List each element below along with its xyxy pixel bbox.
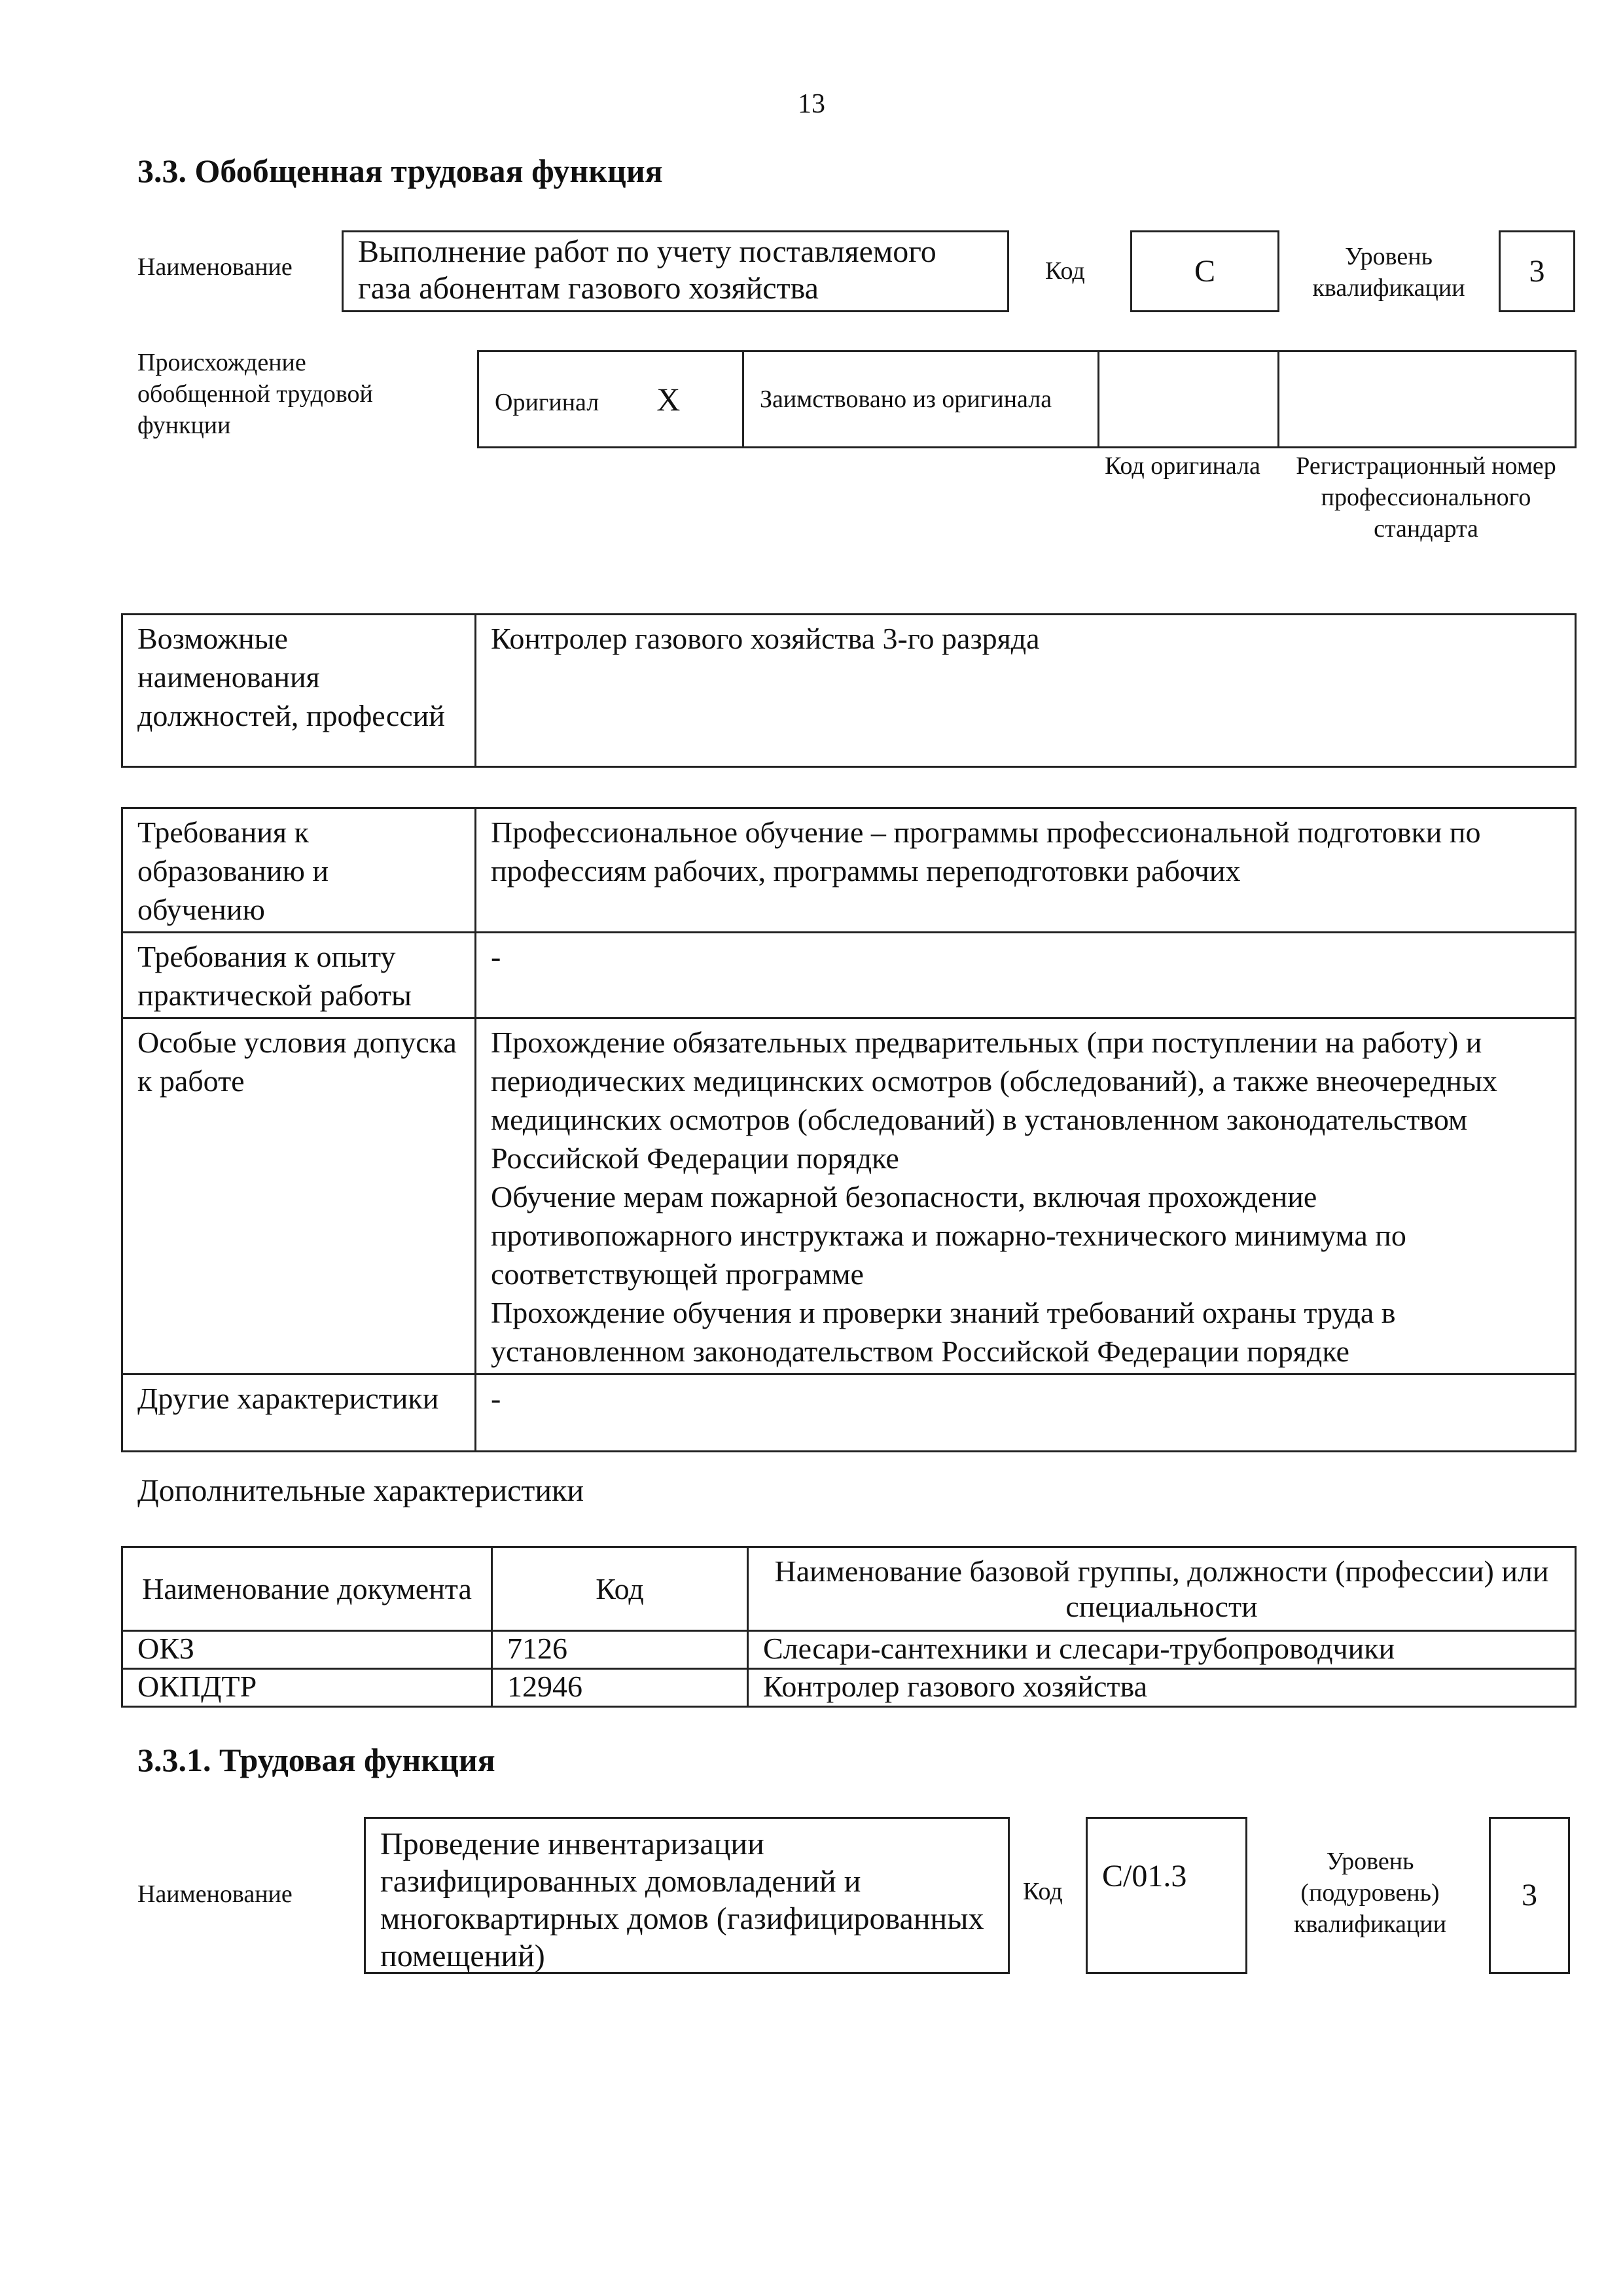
additional-cell-text: Слесари-сантехники и слесари-трубопроводчики: [763, 1632, 1395, 1665]
function-name-field: [342, 230, 1009, 312]
original-label: Оригинал: [495, 389, 599, 416]
additional-cell-text: 7126: [507, 1632, 567, 1665]
section-title: 3.3. Обобщенная трудовая функция: [137, 152, 663, 189]
sub-level-label: Уровень (подуровень) квалификации: [1293, 1848, 1447, 1938]
origin-label: Происхождение обобщенной трудовой функции: [137, 349, 373, 439]
positions-table: [121, 613, 1577, 768]
requirement-label-cell: [122, 933, 476, 1018]
requirement-label: Особые условия допуска к работе: [137, 1026, 457, 1098]
requirement-row: [122, 808, 1576, 933]
positions-value: Контролер газового хозяйства 3-го разряда: [491, 622, 1040, 655]
requirement-line: Прохождение обучения и проверки знаний требований охраны труда в установленном законодательством Российской Федерации порядке: [491, 1296, 1396, 1368]
additional-header-row: [122, 1547, 1576, 1631]
requirement-label-cell: [122, 808, 476, 933]
level-label: Уровень квалификации: [1312, 243, 1465, 302]
requirement-label-cell: [122, 1018, 476, 1374]
positions-label-cell: [122, 615, 476, 767]
origin-original-cell: [478, 351, 743, 448]
borrowed-label: Заимствовано из оригинала: [760, 386, 1052, 413]
requirement-line: -: [491, 1382, 501, 1415]
labor-function-name-value: Проведение инвентаризации газифицированных домовладений и многоквартирных домов (газифицированных помещений): [380, 1827, 984, 1973]
additional-header-cell: [748, 1547, 1576, 1631]
additional-header-cell: [492, 1547, 748, 1631]
requirement-value-cell: [476, 808, 1576, 933]
code-field: [1130, 230, 1279, 312]
sub-level-field: [1489, 1817, 1570, 1974]
requirement-label: Требования к образованию и обучению: [137, 816, 329, 926]
page-number: 13: [798, 89, 825, 119]
requirement-line: -: [491, 940, 501, 973]
additional-title: Дополнительные характеристики: [137, 1473, 584, 1508]
positions-value-cell: [476, 615, 1576, 767]
origin-code-cell: [1099, 351, 1279, 448]
additional-row: [122, 1669, 1576, 1707]
name-label: Наименование: [137, 253, 293, 281]
additional-header: Наименование базовой группы, должности (профессии) или специальности: [774, 1554, 1549, 1623]
additional-cell: [748, 1631, 1576, 1669]
subsection-title: 3.3.1. Трудовая функция: [137, 1742, 495, 1778]
origin-borrowed-cell: [743, 351, 1099, 448]
requirement-label: Другие характеристики: [137, 1382, 439, 1415]
origin-reg-cell: [1279, 351, 1576, 448]
requirement-line: Прохождение обязательных предварительных (при поступлении на работу) и периодических медицинских осмотров (обследований), а также внеочередных медицинских осмотров (обследований) в установленном законодательством Российской Федерации порядке: [491, 1026, 1497, 1175]
requirement-value-cell: [476, 933, 1576, 1018]
additional-cell: [122, 1631, 492, 1669]
requirement-value-cell: [476, 1374, 1576, 1452]
additional-cell: [748, 1669, 1576, 1707]
additional-cell-text: Контролер газового хозяйства: [763, 1670, 1147, 1703]
positions-label: Возможные наименования должностей, профессий: [137, 622, 445, 732]
level-field: [1499, 230, 1575, 312]
requirement-row: [122, 933, 1576, 1018]
requirement-line: Профессиональное обучение – программы профессиональной подготовки по профессиям рабочих, программы переподготовки рабочих: [491, 816, 1481, 888]
origin-reg-caption: Регистрационный номер профессионального стандарта: [1296, 452, 1556, 543]
additional-header-cell: [122, 1547, 492, 1631]
additional-row: [122, 1631, 1576, 1669]
requirement-row: [122, 1018, 1576, 1374]
requirement-label-cell: [122, 1374, 476, 1452]
function-name-value: Выполнение работ по учету поставляемого газа абонентам газового хозяйства: [358, 234, 936, 306]
sub-name-label: Наименование: [137, 1880, 293, 1908]
additional-cell-text: 12946: [507, 1670, 582, 1703]
origin-code-caption: Код оригинала: [1105, 452, 1260, 480]
requirement-label: Требования к опыту практической работы: [137, 940, 412, 1012]
requirement-value-cell: [476, 1018, 1576, 1374]
sub-level-value: 3: [1522, 1878, 1537, 1912]
requirement-line: Обучение мерам пожарной безопасности, включая прохождение противопожарного инструктажа и пожарно-технического минимума по соответствующей программе: [491, 1180, 1406, 1291]
level-value: 3: [1529, 254, 1545, 289]
requirements-table: [121, 807, 1577, 1452]
additional-cell: [122, 1669, 492, 1707]
additional-header: Код: [596, 1572, 644, 1605]
additional-cell: [492, 1669, 748, 1707]
additional-table: [121, 1546, 1577, 1708]
additional-cell-text: ОКЗ: [137, 1632, 194, 1665]
labor-function-name-field: [364, 1817, 1010, 1974]
code-value: C: [1194, 254, 1215, 289]
origin-table: [477, 350, 1577, 448]
sub-code-value: C/01.3: [1102, 1859, 1187, 1893]
sub-code-label: Код: [1023, 1878, 1063, 1905]
original-mark: X: [656, 381, 681, 418]
requirement-row: [122, 1374, 1576, 1452]
code-label: Код: [1045, 257, 1085, 285]
additional-header: Наименование документа: [142, 1571, 472, 1605]
additional-cell: [492, 1631, 748, 1669]
sub-code-field: [1086, 1817, 1247, 1974]
additional-cell-text: ОКПДТР: [137, 1670, 257, 1703]
